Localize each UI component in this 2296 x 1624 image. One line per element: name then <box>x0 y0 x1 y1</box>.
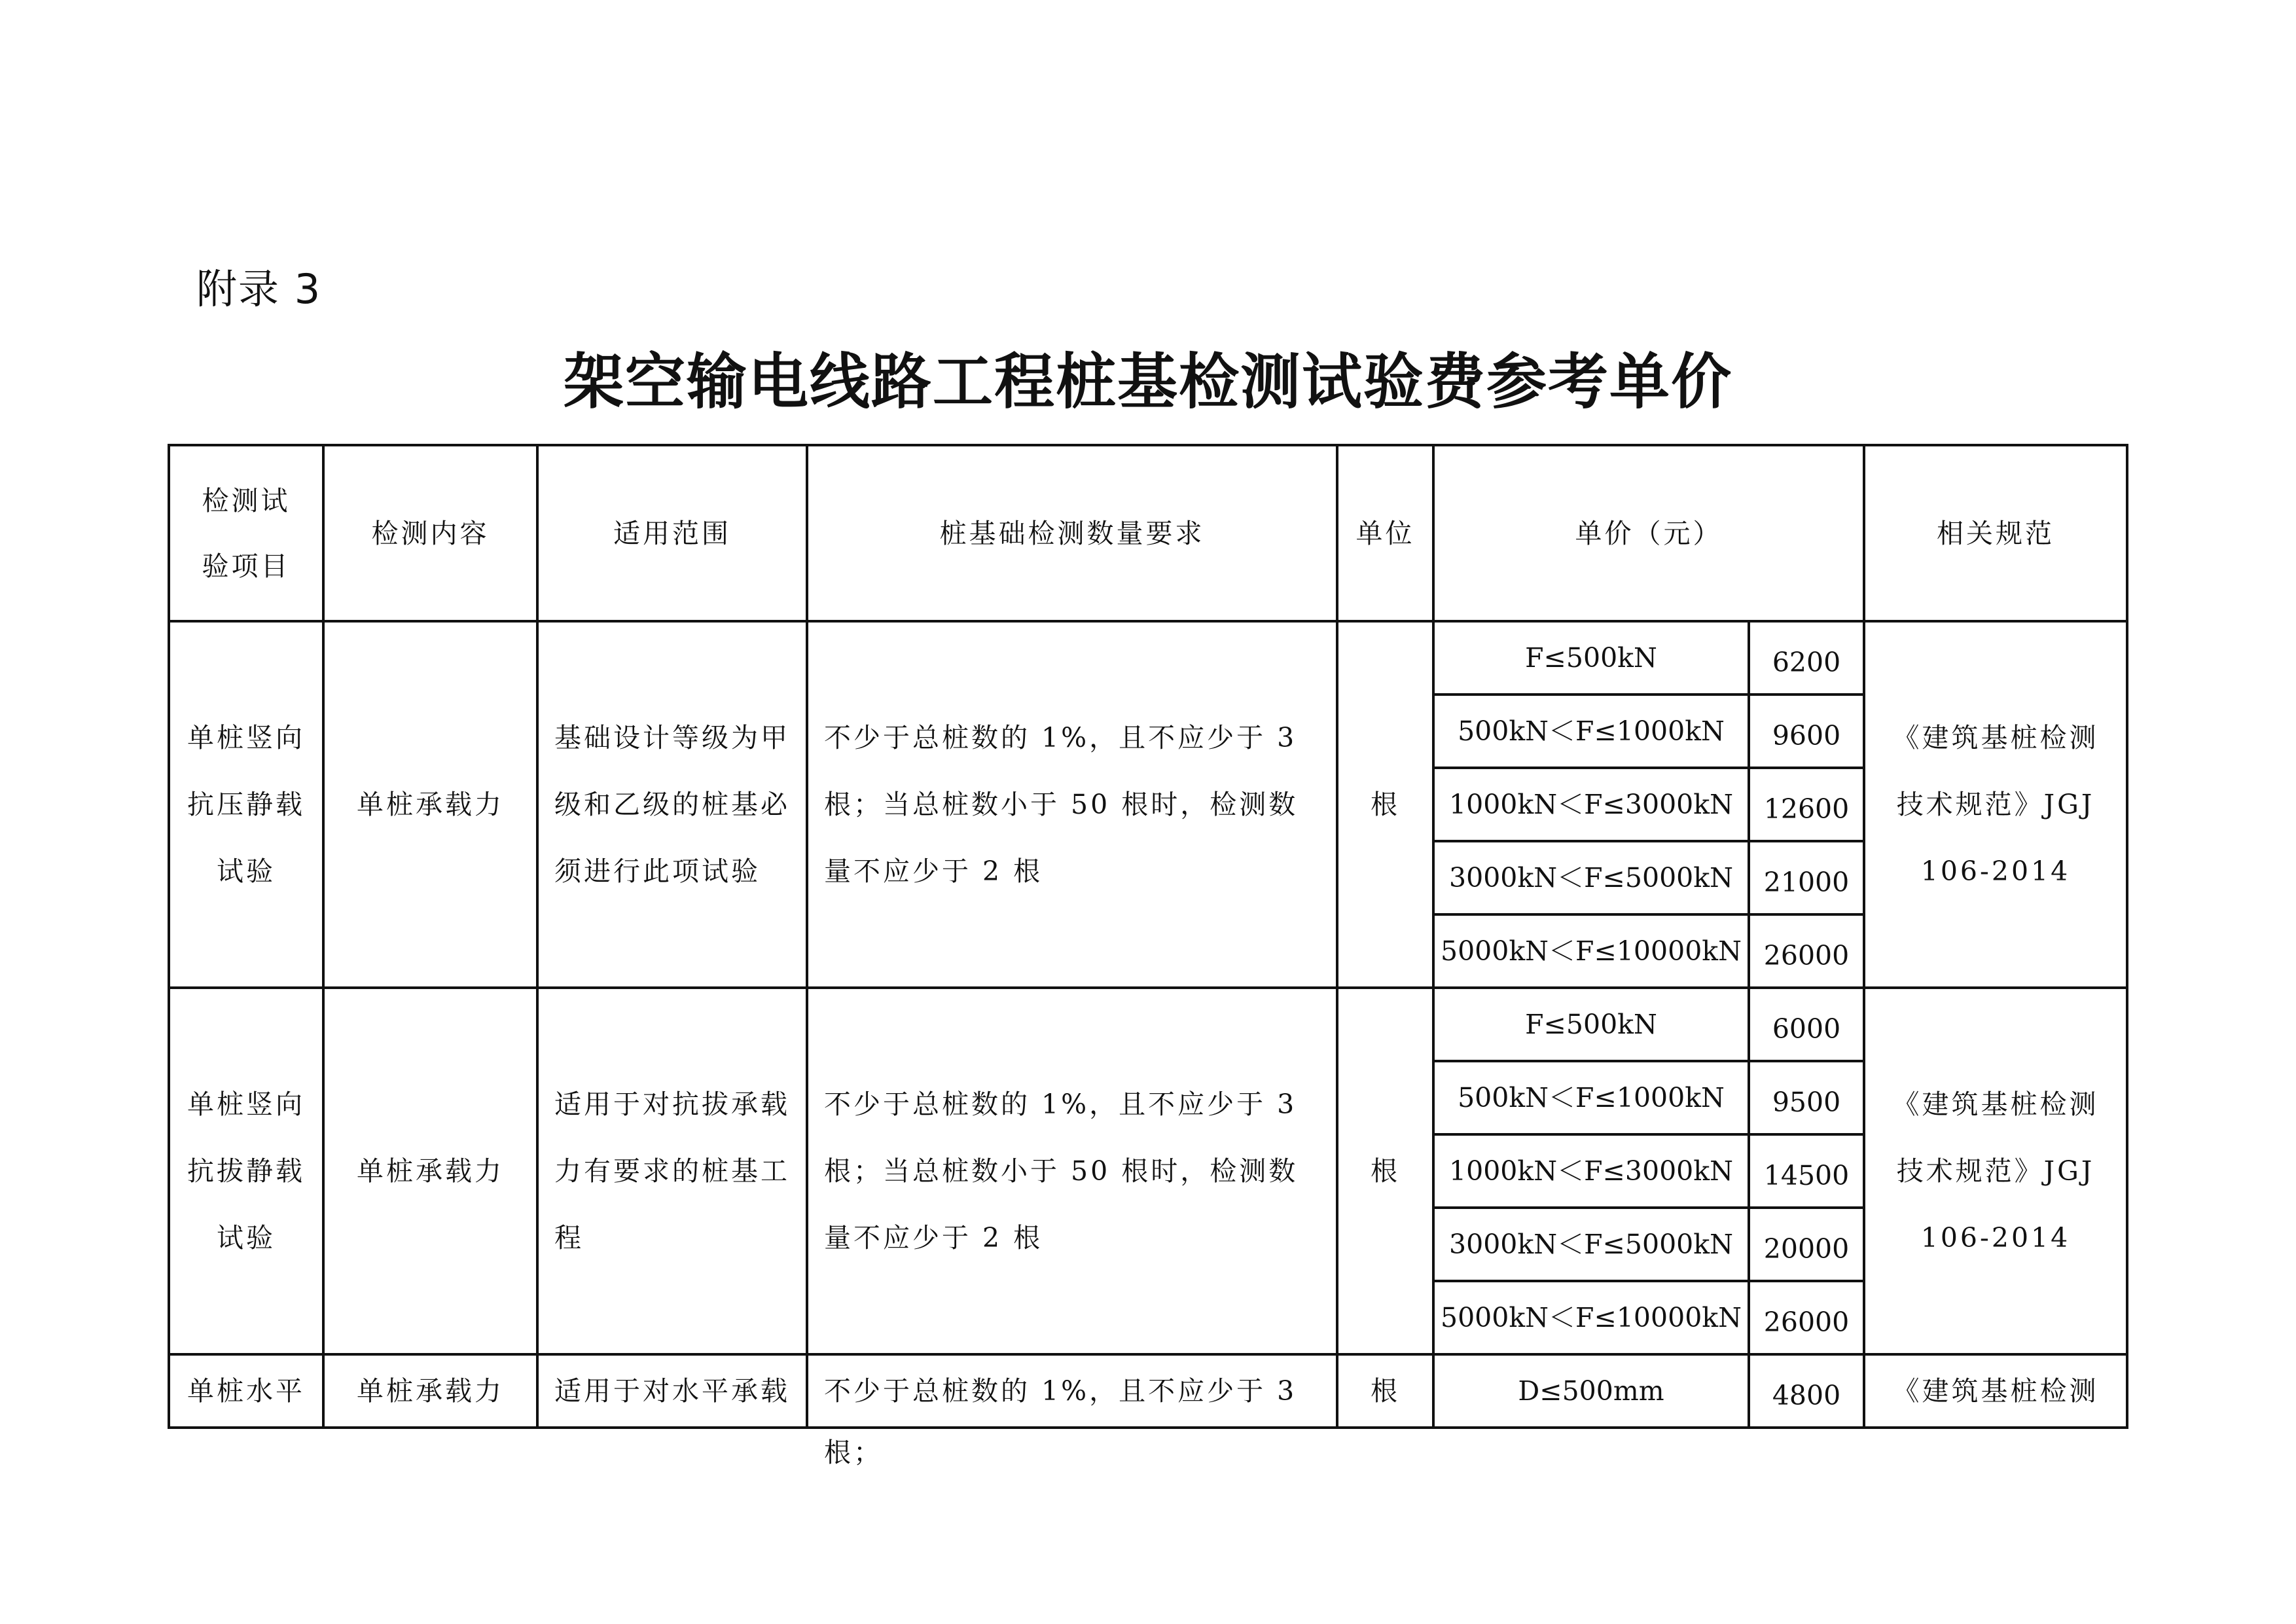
price-range-cell: 1000kN＜F≤3000kN <box>1433 768 1749 841</box>
price-range-cell: D≤500mm <box>1433 1354 1749 1428</box>
price-value-cell: 6000 <box>1749 988 1864 1061</box>
table-row <box>169 621 2127 695</box>
table-header-row <box>169 445 2127 621</box>
price-value-cell: 21000 <box>1749 841 1864 914</box>
header-price: 单价（元） <box>1433 445 1864 621</box>
scope-cell: 基础设计等级为甲级和乙级的桩基必须进行此项试验 <box>537 621 807 988</box>
price-value-cell: 9500 <box>1749 1061 1864 1134</box>
price-value-cell: 20000 <box>1749 1208 1864 1281</box>
price-range-cell: F≤500kN <box>1433 621 1749 695</box>
price-range-cell: 1000kN＜F≤3000kN <box>1433 1134 1749 1208</box>
content-cell: 单桩承载力 <box>323 621 537 988</box>
item-cell: 单桩水平 <box>169 1354 323 1428</box>
price-value-cell: 4800 <box>1749 1354 1864 1428</box>
header-content: 检测内容 <box>323 445 537 621</box>
header-item: 检测试验项目 <box>169 445 323 621</box>
scope-cell: 适用于对抗拔承载力有要求的桩基工程 <box>537 988 807 1354</box>
item-cell: 单桩竖向抗压静载试验 <box>169 621 323 988</box>
header-standard: 相关规范 <box>1864 445 2127 621</box>
price-range-cell: 5000kN＜F≤10000kN <box>1433 914 1749 988</box>
price-range-cell: F≤500kN <box>1433 988 1749 1061</box>
table-row <box>169 1354 2127 1428</box>
item-cell: 单桩竖向抗拔静载试验 <box>169 988 323 1354</box>
price-range-cell: 5000kN＜F≤10000kN <box>1433 1281 1749 1354</box>
document-title: 架空输电线路工程桩基检测试验费参考单价 <box>563 346 1732 417</box>
table-row <box>169 988 2127 1061</box>
requirement-cell: 不少于总桩数的 1%，且不应少于 3 根；当总桩数小于 50 根时，检测数量不应少于 2 根 <box>807 621 1337 988</box>
standard-cell: 《建筑基桩检测技术规范》JGJ 106-2014 <box>1864 988 2127 1354</box>
header-scope: 适用范围 <box>537 445 807 621</box>
requirement-cell: 不少于总桩数的 1%，且不应少于 3 根；当总桩数小于 50 根时，检测数量不应少于 2 根 <box>807 988 1337 1354</box>
price-value-cell: 9600 <box>1749 695 1864 768</box>
standard-cell: 《建筑基桩检测技术规范》JGJ 106-2014 <box>1864 621 2127 988</box>
unit-cell: 根 <box>1337 988 1433 1354</box>
price-range-cell: 3000kN＜F≤5000kN <box>1433 841 1749 914</box>
price-value-cell: 12600 <box>1749 768 1864 841</box>
price-value-cell: 14500 <box>1749 1134 1864 1208</box>
fee-table <box>168 444 2128 1468</box>
price-value-cell: 26000 <box>1749 914 1864 988</box>
price-value-cell: 6200 <box>1749 621 1864 695</box>
content-cell: 单桩承载力 <box>323 988 537 1354</box>
unit-cell: 根 <box>1337 1354 1433 1428</box>
standard-cell: 《建筑基桩检测 <box>1864 1354 2127 1428</box>
unit-cell: 根 <box>1337 621 1433 988</box>
price-value-cell: 26000 <box>1749 1281 1864 1354</box>
price-range-cell: 500kN＜F≤1000kN <box>1433 1061 1749 1134</box>
price-range-cell: 3000kN＜F≤5000kN <box>1433 1208 1749 1281</box>
requirement-cell: 不少于总桩数的 1%，且不应少于 3 根； <box>807 1354 1337 1428</box>
appendix-label: 附录 3 <box>196 265 322 313</box>
content-cell: 单桩承载力 <box>323 1354 537 1428</box>
header-unit: 单位 <box>1337 445 1433 621</box>
header-requirement: 桩基础检测数量要求 <box>807 445 1337 621</box>
price-range-cell: 500kN＜F≤1000kN <box>1433 695 1749 768</box>
scope-cell: 适用于对水平承载 <box>537 1354 807 1428</box>
